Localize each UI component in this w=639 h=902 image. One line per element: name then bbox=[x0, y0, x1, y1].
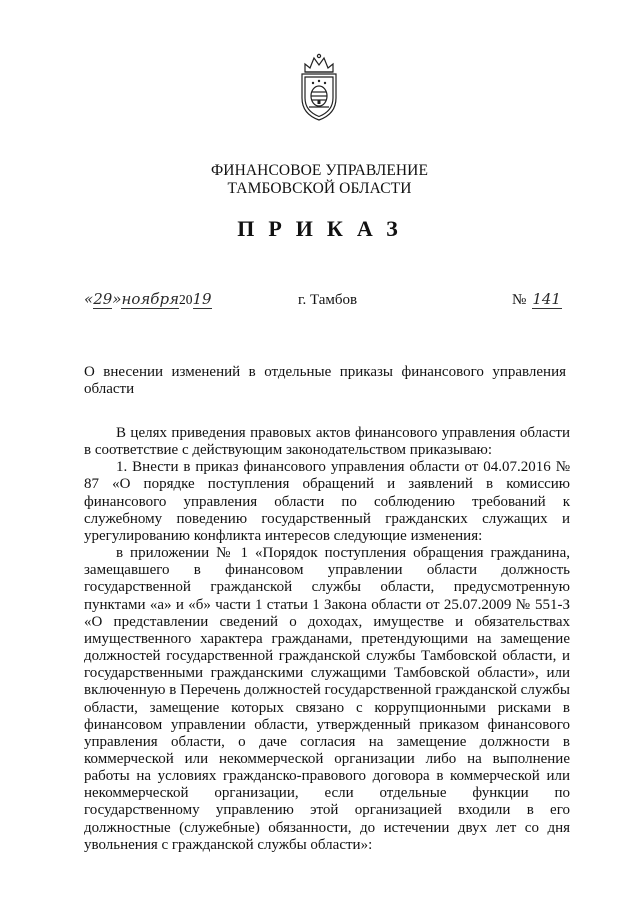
body-paragraph: в приложении № 1 «Порядок поступления обращения гражданина, замещавшего в финансовом управлении области должность государственной гражданской службы области, предусмотренную пунктами «а» и «б» части 1 статьи 1 Закона области от 25.07.2009 № 551-З «О представлении сведений о доходах, имуществе и обязательствах имущественного характера гражданами, претендующими на замещение должностей государственной гражданской службы Тамбовской области, и государственными гражданскими служащими Тамбовской области», или включенную в Перечень должностей государственной гражданской службы области, замещение которых связано с коррупционными рисками в финансовом управлении области, утвержденный приказом финансового управления области, о даче согласия на замещение должности в коммерческой или некоммерческой организации либо на выполнение работы на условиях гражданско-правового договора в коммерческой или некоммерческой организации, если отдельные функции по государственному управлению этой организацией входили в его должностные (служебные) обязанности, до истечении двух лет со дня увольнения с гражданской службы области»: bbox=[84, 545, 570, 853]
organization-name-line1: ФИНАНСОВОЕ УПРАВЛЕНИЕ bbox=[210, 162, 429, 179]
order-date bbox=[84, 290, 212, 309]
date-open-quote: « bbox=[84, 290, 94, 308]
date-close-quote: » bbox=[112, 290, 122, 308]
date-year-suffix: 19 bbox=[192, 290, 212, 308]
date-day: 29 bbox=[93, 290, 113, 308]
organization-name-line2: ТАМБОВСКОЙ ОБЛАСТИ bbox=[227, 180, 412, 197]
number-value: 141 bbox=[532, 290, 561, 308]
body-paragraph: 1. Внести в приказ финансового управления области от 04.07.2016 № 87 «О порядке поступления обращений и заявлений в комиссию финансового управления области по соблюдению требований к служебному поведению государственный гражданских служащих и урегулированию конфликта интересов следующие изменения: bbox=[84, 459, 570, 544]
date-month: ноября bbox=[121, 290, 180, 308]
tambov-coat-of-arms-icon bbox=[296, 52, 342, 122]
order-subject: О внесении изменений в отдельные приказы финансового управления области bbox=[84, 364, 566, 397]
city: г. Тамбов bbox=[298, 292, 358, 308]
order-number bbox=[512, 290, 562, 309]
document-title: ПРИКАЗ bbox=[237, 216, 412, 241]
date-year-prefix: 20 bbox=[179, 292, 193, 307]
body-paragraph: В целях приведения правовых актов финансового управления области в соответствие с действующим законодательством приказываю: bbox=[84, 425, 570, 459]
order-body bbox=[84, 425, 570, 854]
number-label: № bbox=[512, 292, 527, 308]
